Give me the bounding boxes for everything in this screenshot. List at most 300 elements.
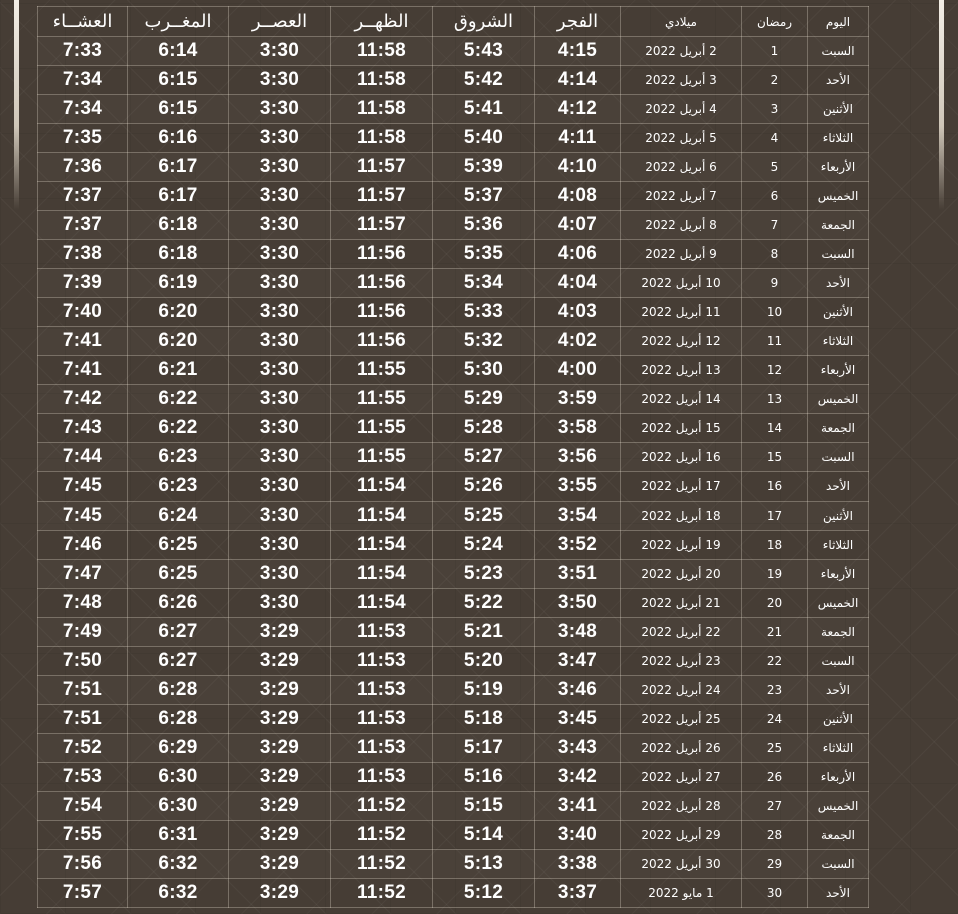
fajr-time-cell: 3:54 [535,501,621,530]
gregorian-date-cell: 27 أبريل 2022 [621,762,742,791]
gregorian-date-cell: 10 أبريل 2022 [621,269,742,298]
fajr-time-cell: 4:11 [535,124,621,153]
maghrib-time-cell: 6:26 [128,588,229,617]
table-row [38,356,869,385]
shurooq-time-cell: 5:18 [433,704,535,733]
gregorian-date-cell: 4 أبريل 2022 [621,95,742,124]
asr-time-cell: 3:30 [229,153,331,182]
ramadan-day-cell: 21 [742,617,808,646]
maghrib-time-cell: 6:19 [128,269,229,298]
gregorian-date-cell: 28 أبريل 2022 [621,791,742,820]
fajr-time-cell: 4:12 [535,95,621,124]
dhuhr-time-cell: 11:54 [331,588,433,617]
shurooq-time-cell: 5:16 [433,762,535,791]
gregorian-date-cell: 29 أبريل 2022 [621,820,742,849]
table-body [38,37,869,908]
asr-time-cell: 3:30 [229,414,331,443]
shurooq-time-cell: 5:40 [433,124,535,153]
table-row [38,646,869,675]
maghrib-time-cell: 6:23 [128,472,229,501]
isha-time-cell: 7:54 [38,791,128,820]
header-day: اليوم [808,7,869,37]
gregorian-date-cell: 3 أبريل 2022 [621,66,742,95]
fajr-time-cell: 3:37 [535,878,621,907]
isha-time-cell: 7:52 [38,733,128,762]
isha-time-cell: 7:36 [38,153,128,182]
ramadan-day-cell: 16 [742,472,808,501]
fajr-time-cell: 3:42 [535,762,621,791]
ramadan-day-cell: 4 [742,124,808,153]
isha-time-cell: 7:41 [38,356,128,385]
gregorian-date-cell: 15 أبريل 2022 [621,414,742,443]
dhuhr-time-cell: 11:57 [331,153,433,182]
gregorian-date-cell: 24 أبريل 2022 [621,675,742,704]
isha-time-cell: 7:44 [38,443,128,472]
table-row [38,820,869,849]
asr-time-cell: 3:30 [229,95,331,124]
maghrib-time-cell: 6:22 [128,414,229,443]
dhuhr-time-cell: 11:53 [331,704,433,733]
table-row [38,269,869,298]
maghrib-time-cell: 6:31 [128,820,229,849]
maghrib-time-cell: 6:32 [128,849,229,878]
gregorian-date-cell: 5 أبريل 2022 [621,124,742,153]
shurooq-time-cell: 5:34 [433,269,535,298]
dhuhr-time-cell: 11:55 [331,414,433,443]
fajr-time-cell: 4:08 [535,182,621,211]
shurooq-time-cell: 5:20 [433,646,535,675]
ramadan-prayer-times-table [37,6,869,908]
dhuhr-time-cell: 11:56 [331,298,433,327]
ramadan-day-cell: 23 [742,675,808,704]
day-cell: السبت [808,849,869,878]
gregorian-date-cell: 12 أبريل 2022 [621,327,742,356]
dhuhr-time-cell: 11:55 [331,356,433,385]
fajr-time-cell: 3:45 [535,704,621,733]
isha-time-cell: 7:37 [38,182,128,211]
isha-time-cell: 7:51 [38,704,128,733]
table-row [38,211,869,240]
gregorian-date-cell: 11 أبريل 2022 [621,298,742,327]
asr-time-cell: 3:30 [229,472,331,501]
day-cell: الخميس [808,588,869,617]
day-cell: الأحد [808,269,869,298]
dhuhr-time-cell: 11:52 [331,878,433,907]
maghrib-time-cell: 6:30 [128,762,229,791]
header-maghrib: المغــرب [128,7,229,37]
isha-time-cell: 7:35 [38,124,128,153]
ramadan-day-cell: 8 [742,240,808,269]
maghrib-time-cell: 6:21 [128,356,229,385]
isha-time-cell: 7:33 [38,37,128,66]
ramadan-day-cell: 1 [742,37,808,66]
gregorian-date-cell: 25 أبريل 2022 [621,704,742,733]
fajr-time-cell: 3:55 [535,472,621,501]
asr-time-cell: 3:29 [229,820,331,849]
ramadan-day-cell: 6 [742,182,808,211]
fajr-time-cell: 4:06 [535,240,621,269]
day-cell: السبت [808,646,869,675]
day-cell: السبت [808,443,869,472]
table-row [38,501,869,530]
fajr-time-cell: 3:38 [535,849,621,878]
table-row [38,240,869,269]
fajr-time-cell: 3:48 [535,617,621,646]
maghrib-time-cell: 6:23 [128,443,229,472]
asr-time-cell: 3:30 [229,356,331,385]
table-row [38,443,869,472]
dhuhr-time-cell: 11:58 [331,124,433,153]
maghrib-time-cell: 6:18 [128,211,229,240]
fajr-time-cell: 3:47 [535,646,621,675]
gregorian-date-cell: 6 أبريل 2022 [621,153,742,182]
asr-time-cell: 3:30 [229,66,331,95]
shurooq-time-cell: 5:14 [433,820,535,849]
table-row [38,298,869,327]
ramadan-day-cell: 12 [742,356,808,385]
table-row [38,559,869,588]
shurooq-time-cell: 5:25 [433,501,535,530]
ramadan-day-cell: 29 [742,849,808,878]
dhuhr-time-cell: 11:54 [331,501,433,530]
dhuhr-time-cell: 11:55 [331,443,433,472]
gregorian-date-cell: 14 أبريل 2022 [621,385,742,414]
maghrib-time-cell: 6:30 [128,791,229,820]
dhuhr-time-cell: 11:53 [331,762,433,791]
maghrib-time-cell: 6:15 [128,95,229,124]
gregorian-date-cell: 18 أبريل 2022 [621,501,742,530]
day-cell: الأثنين [808,501,869,530]
dhuhr-time-cell: 11:53 [331,646,433,675]
gregorian-date-cell: 2 أبريل 2022 [621,37,742,66]
isha-time-cell: 7:40 [38,298,128,327]
table-row [38,182,869,211]
header-fajr: الفجر [535,7,621,37]
fajr-time-cell: 4:14 [535,66,621,95]
dhuhr-time-cell: 11:58 [331,66,433,95]
fajr-time-cell: 3:59 [535,385,621,414]
dhuhr-time-cell: 11:58 [331,37,433,66]
ramadan-day-cell: 27 [742,791,808,820]
header-asr: العصــر [229,7,331,37]
ramadan-day-cell: 9 [742,269,808,298]
asr-time-cell: 3:30 [229,37,331,66]
asr-time-cell: 3:30 [229,327,331,356]
table-row [38,588,869,617]
table-row [38,675,869,704]
isha-time-cell: 7:43 [38,414,128,443]
gregorian-date-cell: 30 أبريل 2022 [621,849,742,878]
day-cell: الأحد [808,66,869,95]
fajr-time-cell: 4:07 [535,211,621,240]
shurooq-time-cell: 5:39 [433,153,535,182]
asr-time-cell: 3:29 [229,762,331,791]
dhuhr-time-cell: 11:57 [331,182,433,211]
maghrib-time-cell: 6:25 [128,530,229,559]
shurooq-time-cell: 5:33 [433,298,535,327]
gregorian-date-cell: 16 أبريل 2022 [621,443,742,472]
day-cell: الجمعة [808,211,869,240]
asr-time-cell: 3:30 [229,385,331,414]
fajr-time-cell: 3:50 [535,588,621,617]
dhuhr-time-cell: 11:53 [331,675,433,704]
table-row [38,66,869,95]
gregorian-date-cell: 1 مايو 2022 [621,878,742,907]
fajr-time-cell: 3:52 [535,530,621,559]
header-isha: العشــاء [38,7,128,37]
day-cell: الخميس [808,791,869,820]
asr-time-cell: 3:30 [229,211,331,240]
isha-time-cell: 7:53 [38,762,128,791]
dhuhr-time-cell: 11:52 [331,849,433,878]
ramadan-day-cell: 18 [742,530,808,559]
isha-time-cell: 7:39 [38,269,128,298]
shurooq-time-cell: 5:22 [433,588,535,617]
shurooq-time-cell: 5:41 [433,95,535,124]
asr-time-cell: 3:30 [229,530,331,559]
fajr-time-cell: 4:04 [535,269,621,298]
isha-time-cell: 7:34 [38,95,128,124]
dhuhr-time-cell: 11:55 [331,385,433,414]
asr-time-cell: 3:29 [229,733,331,762]
maghrib-time-cell: 6:20 [128,327,229,356]
asr-time-cell: 3:29 [229,617,331,646]
day-cell: الثلاثاء [808,530,869,559]
asr-time-cell: 3:30 [229,588,331,617]
ramadan-day-cell: 22 [742,646,808,675]
dhuhr-time-cell: 11:52 [331,791,433,820]
isha-time-cell: 7:38 [38,240,128,269]
table-row [38,878,869,907]
dhuhr-time-cell: 11:52 [331,820,433,849]
shurooq-time-cell: 5:19 [433,675,535,704]
gregorian-date-cell: 7 أبريل 2022 [621,182,742,211]
ramadan-day-cell: 24 [742,704,808,733]
day-cell: الجمعة [808,820,869,849]
ramadan-day-cell: 28 [742,820,808,849]
fajr-time-cell: 3:46 [535,675,621,704]
gregorian-date-cell: 19 أبريل 2022 [621,530,742,559]
ramadan-day-cell: 15 [742,443,808,472]
ramadan-day-cell: 17 [742,501,808,530]
asr-time-cell: 3:29 [229,878,331,907]
header-shurooq: الشروق [433,7,535,37]
isha-time-cell: 7:37 [38,211,128,240]
day-cell: الأربعاء [808,762,869,791]
table-row [38,95,869,124]
isha-time-cell: 7:55 [38,820,128,849]
dhuhr-time-cell: 11:53 [331,733,433,762]
asr-time-cell: 3:29 [229,646,331,675]
day-cell: الأثنين [808,298,869,327]
maghrib-time-cell: 6:14 [128,37,229,66]
gregorian-date-cell: 9 أبريل 2022 [621,240,742,269]
gregorian-date-cell: 13 أبريل 2022 [621,356,742,385]
dhuhr-time-cell: 11:56 [331,269,433,298]
isha-time-cell: 7:47 [38,559,128,588]
dhuhr-time-cell: 11:54 [331,530,433,559]
maghrib-time-cell: 6:27 [128,646,229,675]
maghrib-time-cell: 6:15 [128,66,229,95]
isha-time-cell: 7:57 [38,878,128,907]
maghrib-time-cell: 6:28 [128,704,229,733]
isha-time-cell: 7:50 [38,646,128,675]
day-cell: الأحد [808,675,869,704]
gregorian-date-cell: 22 أبريل 2022 [621,617,742,646]
shurooq-time-cell: 5:26 [433,472,535,501]
gregorian-date-cell: 21 أبريل 2022 [621,588,742,617]
shurooq-time-cell: 5:29 [433,385,535,414]
asr-time-cell: 3:29 [229,704,331,733]
asr-time-cell: 3:29 [229,849,331,878]
shurooq-time-cell: 5:30 [433,356,535,385]
shurooq-time-cell: 5:24 [433,530,535,559]
shurooq-time-cell: 5:37 [433,182,535,211]
maghrib-time-cell: 6:29 [128,733,229,762]
ramadan-day-cell: 26 [742,762,808,791]
dhuhr-time-cell: 11:54 [331,472,433,501]
maghrib-time-cell: 6:24 [128,501,229,530]
table-row [38,37,869,66]
day-cell: الثلاثاء [808,124,869,153]
maghrib-time-cell: 6:16 [128,124,229,153]
day-cell: الثلاثاء [808,733,869,762]
table-row [38,327,869,356]
dhuhr-time-cell: 11:58 [331,95,433,124]
day-cell: الأثنين [808,704,869,733]
fajr-time-cell: 4:03 [535,298,621,327]
asr-time-cell: 3:29 [229,675,331,704]
ramadan-day-cell: 5 [742,153,808,182]
ramadan-day-cell: 13 [742,385,808,414]
maghrib-time-cell: 6:17 [128,182,229,211]
table-row [38,124,869,153]
isha-time-cell: 7:34 [38,66,128,95]
fajr-time-cell: 4:15 [535,37,621,66]
header-gregorian: ميلادي [621,7,742,37]
asr-time-cell: 3:30 [229,443,331,472]
table-row [38,617,869,646]
ramadan-day-cell: 20 [742,588,808,617]
day-cell: الخميس [808,182,869,211]
fajr-time-cell: 3:41 [535,791,621,820]
day-cell: الجمعة [808,617,869,646]
isha-time-cell: 7:45 [38,501,128,530]
fajr-time-cell: 4:10 [535,153,621,182]
ramadan-day-cell: 11 [742,327,808,356]
day-cell: السبت [808,37,869,66]
isha-time-cell: 7:42 [38,385,128,414]
fajr-time-cell: 3:43 [535,733,621,762]
shurooq-time-cell: 5:28 [433,414,535,443]
day-cell: الأحد [808,878,869,907]
ramadan-day-cell: 25 [742,733,808,762]
asr-time-cell: 3:29 [229,791,331,820]
table-row [38,733,869,762]
isha-time-cell: 7:49 [38,617,128,646]
day-cell: الأثنين [808,95,869,124]
day-cell: الجمعة [808,414,869,443]
isha-time-cell: 7:48 [38,588,128,617]
day-cell: الأربعاء [808,559,869,588]
day-cell: الخميس [808,385,869,414]
day-cell: الثلاثاء [808,327,869,356]
isha-time-cell: 7:41 [38,327,128,356]
maghrib-time-cell: 6:22 [128,385,229,414]
table-row [38,153,869,182]
fajr-time-cell: 3:58 [535,414,621,443]
shurooq-time-cell: 5:36 [433,211,535,240]
shurooq-time-cell: 5:13 [433,849,535,878]
shurooq-time-cell: 5:23 [433,559,535,588]
isha-time-cell: 7:45 [38,472,128,501]
asr-time-cell: 3:30 [229,124,331,153]
table-row [38,414,869,443]
gregorian-date-cell: 17 أبريل 2022 [621,472,742,501]
dhuhr-time-cell: 11:54 [331,559,433,588]
isha-time-cell: 7:51 [38,675,128,704]
shurooq-time-cell: 5:35 [433,240,535,269]
header-row [38,7,869,37]
header-dhuhr: الظهــر [331,7,433,37]
gregorian-date-cell: 20 أبريل 2022 [621,559,742,588]
day-cell: الأربعاء [808,153,869,182]
table-row [38,704,869,733]
dhuhr-time-cell: 11:56 [331,327,433,356]
shurooq-time-cell: 5:17 [433,733,535,762]
ramadan-day-cell: 19 [742,559,808,588]
day-cell: الأحد [808,472,869,501]
maghrib-time-cell: 6:17 [128,153,229,182]
asr-time-cell: 3:30 [229,240,331,269]
table-row [38,385,869,414]
maghrib-time-cell: 6:25 [128,559,229,588]
table-row [38,849,869,878]
asr-time-cell: 3:30 [229,501,331,530]
table-row [38,530,869,559]
asr-time-cell: 3:30 [229,298,331,327]
shurooq-time-cell: 5:12 [433,878,535,907]
maghrib-time-cell: 6:18 [128,240,229,269]
ramadan-day-cell: 30 [742,878,808,907]
dhuhr-time-cell: 11:56 [331,240,433,269]
isha-time-cell: 7:56 [38,849,128,878]
fajr-time-cell: 3:40 [535,820,621,849]
asr-time-cell: 3:30 [229,182,331,211]
table-row [38,762,869,791]
day-cell: السبت [808,240,869,269]
fajr-time-cell: 3:51 [535,559,621,588]
maghrib-time-cell: 6:28 [128,675,229,704]
ramadan-day-cell: 2 [742,66,808,95]
ramadan-day-cell: 3 [742,95,808,124]
fajr-time-cell: 3:56 [535,443,621,472]
ramadan-day-cell: 14 [742,414,808,443]
gregorian-date-cell: 23 أبريل 2022 [621,646,742,675]
day-cell: الأربعاء [808,356,869,385]
maghrib-time-cell: 6:20 [128,298,229,327]
dhuhr-time-cell: 11:57 [331,211,433,240]
shurooq-time-cell: 5:15 [433,791,535,820]
shurooq-time-cell: 5:42 [433,66,535,95]
shurooq-time-cell: 5:43 [433,37,535,66]
maghrib-time-cell: 6:32 [128,878,229,907]
gregorian-date-cell: 26 أبريل 2022 [621,733,742,762]
table-row [38,791,869,820]
isha-time-cell: 7:46 [38,530,128,559]
shurooq-time-cell: 5:32 [433,327,535,356]
fajr-time-cell: 4:00 [535,356,621,385]
